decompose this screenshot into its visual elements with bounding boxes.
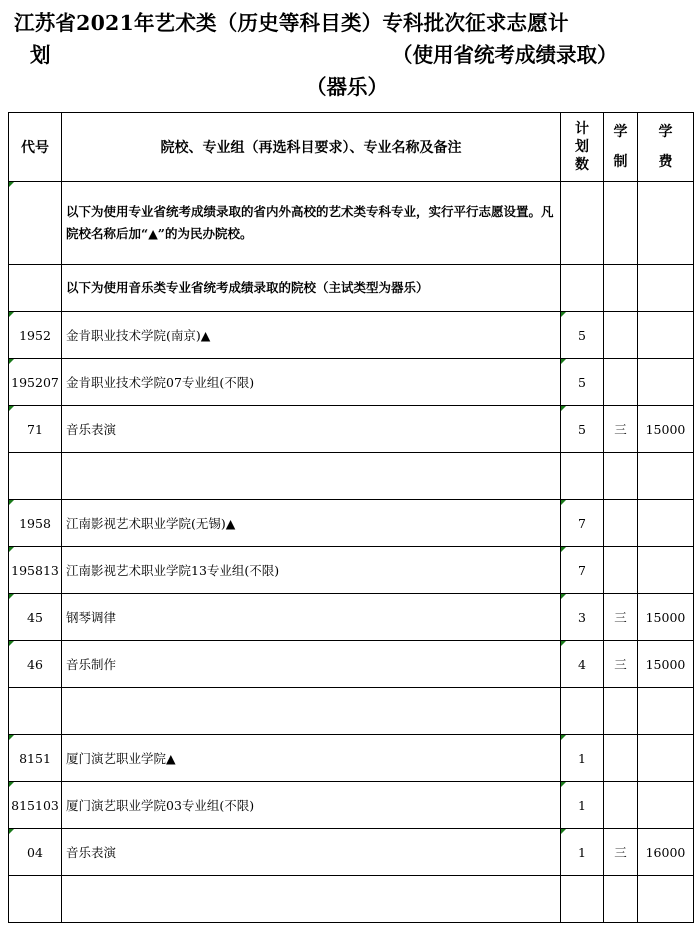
years-cell	[604, 735, 638, 782]
plan-cell: 7	[561, 547, 604, 594]
years-cell	[604, 500, 638, 547]
note-plan-cell	[561, 265, 604, 312]
fee-cell	[638, 782, 694, 829]
title-line-1: 江苏省2021年艺术类（历史等科目类）专科批次征求志愿计	[14, 11, 569, 35]
code-cell: 1958	[9, 500, 62, 547]
note-code-cell	[9, 265, 62, 312]
note-row-2	[9, 265, 694, 312]
table-row	[9, 547, 694, 594]
plan-cell: 5	[561, 406, 604, 453]
name-cell: 厦门演艺职业学院03专业组(不限)	[62, 782, 561, 829]
code-cell: 46	[9, 641, 62, 688]
plan-cell: 1	[561, 782, 604, 829]
name-cell: 金肯职业技术学院(南京)▲	[62, 312, 561, 359]
table-header-row	[9, 113, 694, 182]
note-fee-cell	[638, 182, 694, 265]
plan-cell: 5	[561, 312, 604, 359]
name-cell: 音乐表演	[62, 829, 561, 876]
name-cell	[62, 453, 561, 500]
table-row	[9, 594, 694, 641]
fee-cell: 15000	[638, 406, 694, 453]
years-cell	[604, 782, 638, 829]
table-row-blank	[9, 876, 694, 923]
plan-cell	[561, 876, 604, 923]
fee-cell	[638, 735, 694, 782]
name-cell: 江南影视艺术职业学院13专业组(不限)	[62, 547, 561, 594]
title-line-2-subtitle: （使用省统考成绩录取）	[392, 43, 618, 67]
plan-cell: 1	[561, 735, 604, 782]
header-name: 院校、专业组（再选科目要求）、专业名称及备注	[62, 113, 561, 182]
code-cell: 8151	[9, 735, 62, 782]
plan-cell: 7	[561, 500, 604, 547]
table-row	[9, 735, 694, 782]
title-line-2-start: 划	[30, 43, 51, 67]
years-cell	[604, 876, 638, 923]
name-cell: 江南影视艺术职业学院(无锡)▲	[62, 500, 561, 547]
table-row	[9, 312, 694, 359]
table-row	[9, 782, 694, 829]
code-cell: 04	[9, 829, 62, 876]
fee-cell	[638, 547, 694, 594]
fee-cell	[638, 876, 694, 923]
code-cell	[9, 453, 62, 500]
note-years-cell	[604, 265, 638, 312]
note-1: 以下为使用专业省统考成绩录取的省内外高校的艺术类专科专业，实行平行志愿设置。凡院校名称后加“▲”的为民办院校。	[62, 182, 561, 265]
code-cell: 71	[9, 406, 62, 453]
name-cell: 音乐表演	[62, 406, 561, 453]
fee-cell	[638, 500, 694, 547]
years-cell: 三	[604, 594, 638, 641]
fee-cell	[638, 688, 694, 735]
years-cell	[604, 688, 638, 735]
name-cell: 音乐制作	[62, 641, 561, 688]
table-row	[9, 406, 694, 453]
code-cell: 45	[9, 594, 62, 641]
note-plan-cell	[561, 182, 604, 265]
table-row-blank	[9, 688, 694, 735]
table-row	[9, 641, 694, 688]
fee-cell: 16000	[638, 829, 694, 876]
table-row-blank	[9, 453, 694, 500]
code-cell: 195813	[9, 547, 62, 594]
years-cell	[604, 547, 638, 594]
note-fee-cell	[638, 265, 694, 312]
plan-cell	[561, 453, 604, 500]
plan-cell: 1	[561, 829, 604, 876]
years-cell: 三	[604, 829, 638, 876]
table-row	[9, 500, 694, 547]
note-2: 以下为使用音乐类专业省统考成绩录取的院校（主试类型为器乐）	[62, 265, 561, 312]
code-cell: 195207	[9, 359, 62, 406]
plan-cell: 3	[561, 594, 604, 641]
note-years-cell	[604, 182, 638, 265]
header-code: 代号	[9, 113, 62, 182]
plan-cell: 4	[561, 641, 604, 688]
fee-cell: 15000	[638, 594, 694, 641]
title-line-3-category: （器乐）	[306, 75, 388, 99]
plan-cell: 5	[561, 359, 604, 406]
header-fee	[638, 113, 694, 182]
table-row	[9, 359, 694, 406]
note-row-1	[9, 182, 694, 265]
header-plan	[561, 113, 604, 182]
document-title	[0, 0, 700, 110]
years-cell: 三	[604, 406, 638, 453]
code-cell: 1952	[9, 312, 62, 359]
name-cell	[62, 688, 561, 735]
name-cell	[62, 876, 561, 923]
header-years-text: 学制	[613, 124, 628, 170]
fee-cell	[638, 312, 694, 359]
code-cell	[9, 876, 62, 923]
header-plan-text: 计划数	[575, 121, 589, 173]
fee-cell	[638, 453, 694, 500]
name-cell: 钢琴调律	[62, 594, 561, 641]
years-cell	[604, 453, 638, 500]
table-row	[9, 829, 694, 876]
code-cell	[9, 688, 62, 735]
plan-cell	[561, 688, 604, 735]
fee-cell: 15000	[638, 641, 694, 688]
header-fee-text: 学费	[658, 124, 673, 170]
header-years	[604, 113, 638, 182]
note-code-cell	[9, 182, 62, 265]
code-cell: 815103	[9, 782, 62, 829]
name-cell: 金肯职业技术学院07专业组(不限)	[62, 359, 561, 406]
years-cell	[604, 359, 638, 406]
fee-cell	[638, 359, 694, 406]
years-cell: 三	[604, 641, 638, 688]
enrollment-plan-table	[8, 112, 694, 923]
name-cell: 厦门演艺职业学院▲	[62, 735, 561, 782]
years-cell	[604, 312, 638, 359]
